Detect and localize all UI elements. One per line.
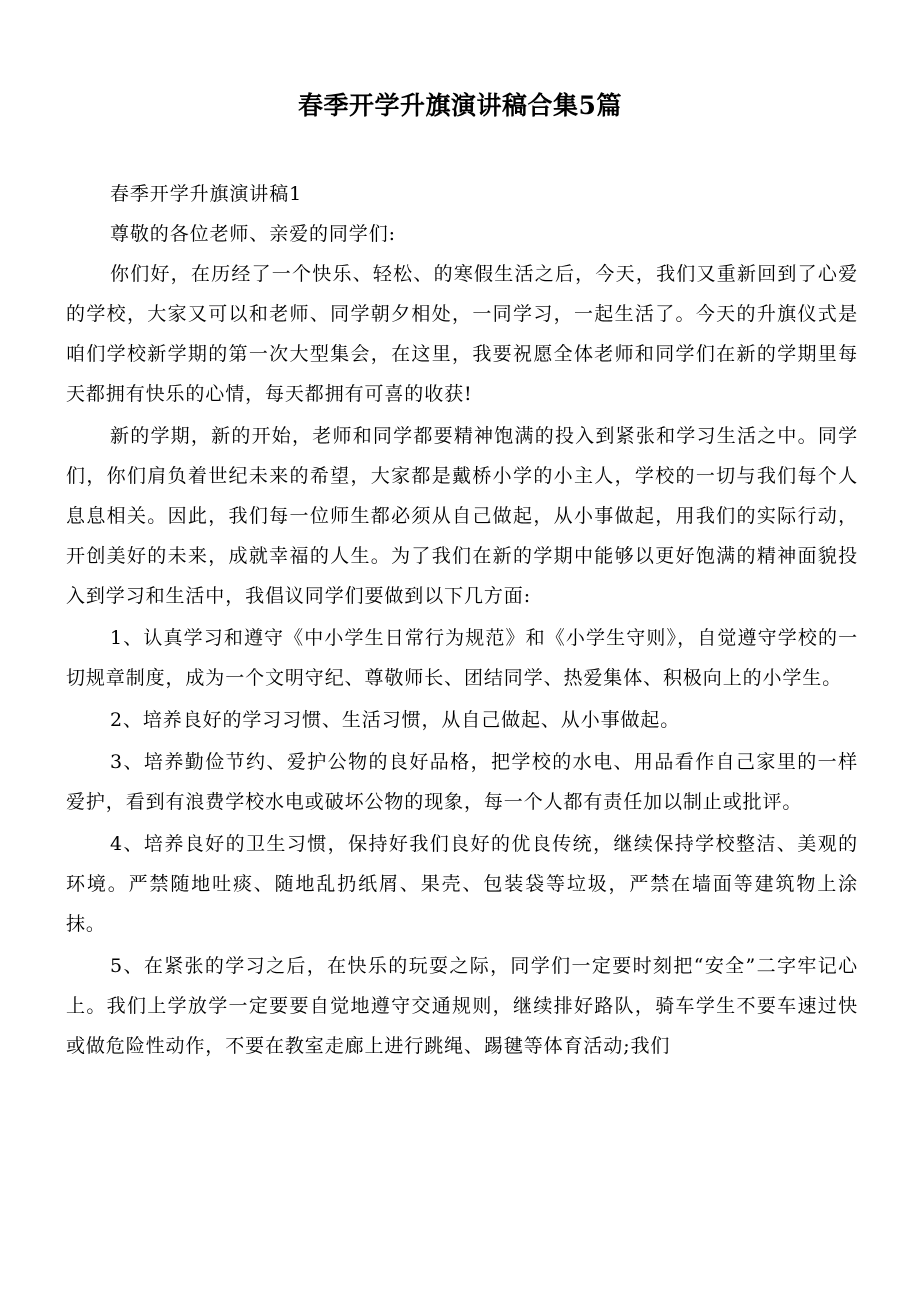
paragraph-point-5: 5、在紧张的学习之后，在快乐的玩耍之际，同学们一定要时刻把“安全”二字牢记心上。我们上学放学一定要要自觉地遵守交通规则，继续排好路队，骑车学生不要车速过快或做危险性动作，不要在教室走廊上进行跳绳、踢毽等体育活动;我们 xyxy=(66,955,858,1057)
document-title: 春季开学升旗演讲稿合集5篇 xyxy=(298,91,622,120)
section-heading: 春季开学升旗演讲稿1 xyxy=(110,183,303,205)
paragraph-greeting: 你们好，在历经了一个快乐、轻松、的寒假生活之后，今天，我们又重新回到了心爱的学校，大家又可以和老师、同学朝夕相处，一同学习，一起生活了。今天的升旗仪式是咱们学校新学期的第一次大型集会，在这里，我要祝愿全体老师和同学们在新的学期里每天都拥有快乐的心情，每天都拥有可喜的收获! xyxy=(66,263,858,405)
document-body xyxy=(66,174,858,1068)
paragraph-new-semester: 新的学期，新的开始，老师和同学都要精神饱满的投入到紧张和学习生活之中。同学们，你们肩负着世纪未来的希望，大家都是戴桥小学的小主人，学校的一切与我们每个人息息相关。因此，我们每一位师生都必须从自己做起，从小事做起，用我们的实际行动，开创美好的未来，成就幸福的人生。为了我们在新的学期中能够以更好饱满的精神面貌投入到学习和生活中，我倡议同学们要做到以下几方面: xyxy=(66,425,858,607)
paragraph-point-1: 1、认真学习和遵守《中小学生日常行为规范》和《小学生守则》，自觉遵守学校的一切规章制度，成为一个文明守纪、尊敬师长、团结同学、热爱集体、积极向上的小学生。 xyxy=(66,627,858,689)
paragraph-point-3: 3、培养勤俭节约、爱护公物的良好品格，把学校的水电、用品看作自己家里的一样爱护，看到有浪费学校水电或破坏公物的现象，每一个人都有责任加以制止或批评。 xyxy=(66,751,858,813)
paragraph-point-4: 4、培养良好的卫生习惯，保持好我们良好的优良传统，继续保持学校整洁、美观的环境。严禁随地吐痰、随地乱扔纸屑、果壳、包装袋等垃圾，严禁在墙面等建筑物上涂抹。 xyxy=(66,833,858,935)
paragraph-point-2: 2、培养良好的学习习惯、生活习惯，从自己做起、从小事做起。 xyxy=(110,709,681,731)
salutation: 尊敬的各位老师、亲爱的同学们: xyxy=(110,223,396,245)
